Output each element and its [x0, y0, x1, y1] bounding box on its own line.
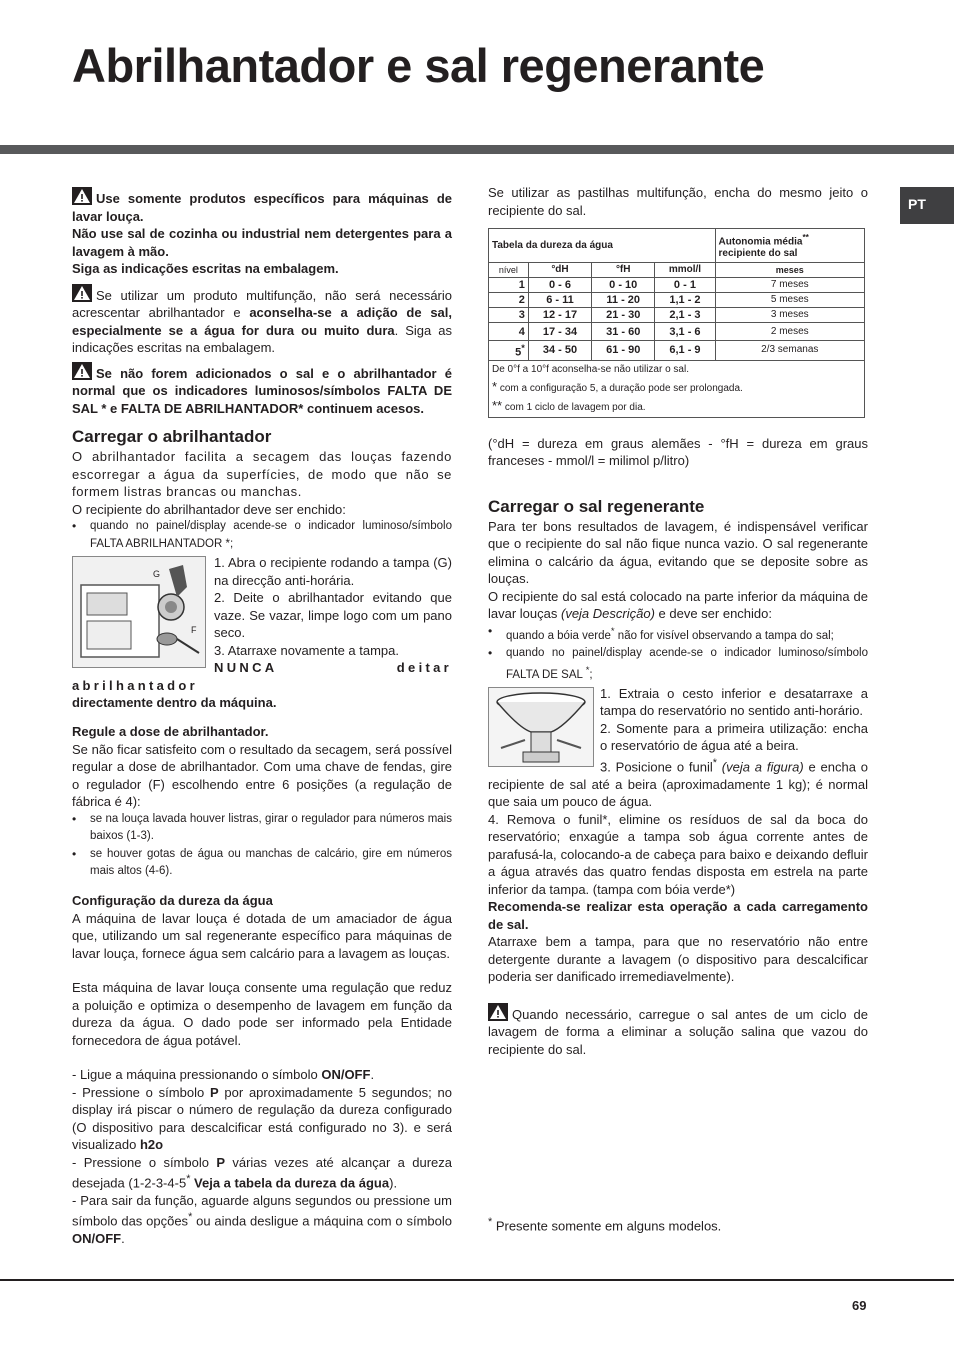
footnote-star: * [488, 1216, 493, 1228]
rinse-step-3: 3. Atarraxe novamente a tampa. [214, 642, 399, 658]
table-notes [489, 360, 865, 417]
table-cell: 7 meses [715, 278, 864, 293]
table-cell: 12 - 17 [528, 308, 591, 323]
hardness-step-1 [72, 1066, 452, 1084]
table-cell: 4 [489, 323, 529, 341]
footnote-star: * [186, 1173, 191, 1185]
table-cell: 2 [489, 293, 529, 308]
p-symbol-label: P [216, 1154, 225, 1170]
table-cell: 1,1 - 2 [655, 293, 715, 308]
list-item: • se houver gotas de água ou manchas de calcário, gire em números mais altos (4-6). [72, 846, 452, 881]
never-warning: NUNCA deitar abrilhantador [72, 660, 452, 693]
subheading-dose: Regule a dose de abrilhantador. [72, 723, 269, 739]
step-text: ). [389, 1175, 398, 1191]
table-row [489, 323, 865, 341]
footer-rule [0, 1279, 954, 1281]
list-item: • quando no painel/display acende-se o indicador luminoso/símbolo FALTA ABRILHANTADOR *; [72, 518, 452, 553]
reference-text: (veja a figura) [716, 759, 804, 775]
li-text: quando a bóia verde [506, 629, 611, 642]
hardness-step-4 [72, 1192, 452, 1248]
table-cell: 5 meses [715, 293, 864, 308]
dose-paragraph: Se não ficar satisfeito com o resultado da secagem, será possível regular a dose de abrilhantador. Com uma chave de fendas, gire o regulador (F) escolhendo entre 6 posições (a regulação de fábrica é 4): [72, 741, 452, 809]
table-cell: 61 - 90 [592, 341, 655, 361]
warning-text: Se não forem adicionados o sal e o abrilhantador é normal que os indicadores luminosos/símbolos FALTA DE SAL * e FALTA DE ABRILHANTADOR* continuem acesos. [72, 365, 452, 416]
step-text: - Para sair da função, aguarde alguns segundos ou pressione um símbolo das opções [72, 1192, 452, 1229]
table-cell: 3 [489, 308, 529, 323]
table-cell: 17 - 34 [528, 323, 591, 341]
step-text: . [370, 1067, 375, 1082]
list-item [488, 645, 868, 685]
table-cell: 6 - 11 [528, 293, 591, 308]
table-cell: 0 - 1 [655, 278, 715, 293]
footnote-star: * [521, 343, 525, 353]
table-row [489, 293, 865, 308]
step-text: várias vezes até alcançar a dureza desejada (1-2-3-4-5 [72, 1154, 452, 1191]
salt-step-2: 2. Somente para a primeira utilização: encha o reservatório de água até a beira. [600, 720, 868, 754]
step-text: 3. Posicione o funil [600, 759, 713, 775]
autonomy-label: Autonomia média [718, 236, 803, 248]
display-code: h2o [139, 1137, 164, 1152]
step-text: e encha o recipiente de sal até a beira (aproximadamente 1 kg); é normal que saia um pouco de água. [488, 759, 869, 810]
warning-text: . Siga as indicações escritas na embalagem. [72, 322, 452, 355]
list-item: • se na louça lavada houver listras, girar o regulador para números mais baixos (1-3). [72, 811, 452, 846]
table-header: °dH [528, 263, 591, 278]
table-cell: 3,1 - 6 [655, 323, 715, 341]
footnote-star: ** [492, 397, 503, 413]
rinse-paragraph-2: O recipiente do abrilhantador deve ser enchido: [72, 501, 346, 517]
warning-icon [72, 187, 92, 205]
warning-icon [72, 284, 92, 302]
step-text: . [121, 1231, 125, 1247]
rinse-list [72, 518, 452, 553]
footnote-star: * [610, 625, 615, 637]
salt-paragraph-2 [488, 588, 868, 623]
p-symbol-label: P [209, 1084, 219, 1100]
onoff-symbol-label: ON/OFF [72, 1231, 122, 1247]
footnote-text: Presente somente em alguns modelos. [492, 1218, 722, 1234]
li-text: não for visível observando a tampa do sal; [614, 629, 834, 642]
table-header: meses [715, 263, 864, 278]
footnote-star: * [492, 378, 498, 394]
para-text: O recipiente do sal está colocado na parte inferior da máquina de lavar louças [488, 588, 868, 622]
table-cell: 31 - 60 [592, 323, 655, 341]
page-title: Abrilhantador e sal regenerante [72, 39, 765, 92]
warning-block-3 [72, 362, 452, 418]
table-cell: 3 meses [715, 308, 864, 323]
salt-paragraph-1: Para ter bons resultados de lavagem, é indispensável verificar que o recipiente do sal não fique nunca vazio. O sal regenerante elimina o calcário da água, evitando que se deposite sobre as louças. [488, 518, 868, 587]
step-text: ou ainda desligue a máquina com o símbolo [192, 1213, 453, 1229]
table-row [489, 308, 865, 323]
list-item [488, 623, 868, 645]
rinse-step-2: 2. Deite o abrilhantador evitando que vaze. Se vazar, limpe logo com um pano seco. [214, 590, 452, 640]
li-text: ; [589, 669, 593, 682]
table-cell: 0 - 10 [592, 278, 655, 293]
table-autonomy-header [715, 229, 864, 263]
warning-block-2 [72, 284, 452, 357]
language-tab: PT [900, 187, 954, 224]
table-cell: 2,1 - 3 [655, 308, 715, 323]
step-text: - Ligue a máquina pressionando o símbolo [72, 1067, 322, 1082]
para-text: e deve ser enchido: [654, 606, 772, 622]
salt-list [488, 623, 868, 685]
svg-text:F: F [191, 625, 197, 635]
rinse-paragraph-1: O abrilhantador facilita a secagem das louças fazendo escorregar a água da superfícies, de modo que não se formem listras brancas ou manchas. [72, 449, 452, 499]
warning-text: Se utilizar um produto multifunção, não será necessário acrescentar abrilhantador e [72, 287, 452, 320]
hardness-step-3 [72, 1154, 452, 1192]
level-value: 5 [515, 346, 522, 359]
hardness-paragraph-1: A máquina de lavar louça é dotada de um amaciador de água que, utilizando um sal regenerante específico para máquinas de lavar louça, fornece água sem calcário para a lavagem as louças. [72, 910, 452, 961]
table-cell [489, 341, 529, 361]
autonomy-label-2: recipiente do sal [718, 248, 798, 260]
header-rule [0, 145, 954, 154]
onoff-symbol-label: ON/OFF [321, 1067, 371, 1082]
step-text: - Pressione o símbolo [72, 1084, 210, 1100]
section-heading-salt: Carregar o sal regenerante [488, 496, 705, 516]
footnote-star: * [188, 1211, 193, 1224]
water-hardness-table [488, 228, 865, 418]
dose-list [72, 811, 452, 881]
rinse-aid-dispenser-illustration [72, 556, 206, 668]
warning-text: Quando necessário, carregue o sal antes de um ciclo de lavagem de forma a eliminar a solução salina que vazou do recipiente do sal. [488, 1006, 868, 1057]
hardness-paragraph-2: Esta máquina de lavar louça consente uma regulação que reduz a poluição e optimiza o desempenho de lavagem em função da dureza da água. O dado pode ser informado pela Entidade fornecedora de água potável. [72, 980, 452, 1048]
salt-step-1: 1. Extraia o cesto inferior e desatarraxe a tampa do reservatório no sentido anti-horário. [600, 685, 868, 719]
salt-step-4: 4. Remova o funil*, elimine os resíduos de sal da boca do reservatório; enxagúe a tampa sob água corrente antes de parafusá-la, colocando-a de cabeça para baixo e deixando defluir a água através das quatro fendas disposta em estrela na parte inferior da tampa. (tampa com bóia verde*) [488, 811, 868, 897]
warning-text-1: Use somente produtos específicos para máquinas de lavar louça. [72, 191, 452, 224]
note-text: com a configuração 5, a duração pode ser prolongada. [497, 382, 743, 394]
table-note [492, 399, 861, 414]
table-cell: 21 - 30 [592, 308, 655, 323]
footnote [488, 1216, 721, 1233]
footnote-star: * [585, 665, 590, 677]
table-row [489, 278, 865, 293]
table-note: De 0°f a 10°f aconselha-se não utilizar o sal. [492, 363, 689, 375]
table-cell: 2 meses [715, 323, 864, 341]
table-cell: 6,1 - 9 [655, 341, 715, 361]
reference-text: (veja Descrição) [560, 606, 655, 622]
step-text: - Pressione o símbolo [72, 1154, 217, 1170]
table-note [492, 380, 861, 395]
rinse-steps [72, 554, 452, 694]
right-column [488, 184, 868, 1058]
warning-block-salt [488, 1003, 868, 1059]
section-heading-rinse-aid: Carregar o abrilhantador [72, 427, 272, 446]
left-column [72, 187, 452, 1248]
warning-icon [72, 362, 92, 380]
table-cell: 2/3 semanas [715, 341, 864, 361]
hardness-step-2 [72, 1084, 452, 1154]
table-cell: 1 [489, 278, 529, 293]
table-header: °fH [592, 263, 655, 278]
li-text: quando no painel/display acende-se o indicador luminoso/símbolo FALTA DE SAL [506, 646, 868, 682]
warning-emphasis: aconselha-se a adição de sal, especialmente se a água for dura ou muito dura [72, 305, 453, 338]
table-header: mmol/l [655, 263, 715, 278]
footnote-star: ** [802, 231, 809, 242]
table-cell: 34 - 50 [528, 341, 591, 361]
table-reference: Veja a tabela da dureza da água [190, 1175, 390, 1191]
table-notes-row [489, 360, 865, 417]
recommendation: Recomenda-se realizar esta operação a cada carregamento de sal. [488, 899, 868, 932]
salt-steps [488, 685, 868, 811]
never-warning-continued: directamente dentro da máquina. [72, 695, 277, 710]
units-note: (°dH = dureza em graus alemães - °fH = dureza em graus franceses - mmol/l = milimol p/litro) [488, 435, 868, 469]
table-row [489, 341, 865, 361]
note-text: com 1 ciclo de lavagem por dia. [502, 401, 646, 413]
page-number: 69 [852, 1298, 867, 1313]
warning-text-2: Não use sal de cozinha ou industrial nem detergentes para a lavagem à mão. [72, 226, 452, 259]
warning-block-1 [72, 187, 452, 278]
svg-text:G: G [153, 569, 161, 579]
table-cell: 0 - 6 [528, 278, 591, 293]
salt-paragraph-3: Atarraxe bem a tampa, para que no reservatório não entre detergente durante a lavagem (o dispositivo para descalcificar poderia ser danificado irremediavelmente). [488, 934, 868, 985]
table-title: Tabela da dureza da água [489, 229, 716, 263]
intro-paragraph: Se utilizar as pastilhas multifunção, encha do mesmo jeito o recipiente do sal. [488, 185, 868, 218]
warning-icon [488, 1003, 508, 1021]
table-header: nível [489, 263, 529, 278]
subheading-hardness: Configuração da dureza da água [72, 892, 273, 908]
table-cell: 11 - 20 [592, 293, 655, 308]
step-text: por aproximadamente 5 segundos; no display irá piscar o número de regulação da dureza configurado (O dispositivo para descalcificar está configurado no 3). e será visualizado [72, 1084, 452, 1152]
warning-text-3: Siga as indicações escritas na embalagem. [72, 261, 339, 276]
footnote-star: * [712, 756, 717, 769]
rinse-step-1: 1. Abra o recipiente rodando a tampa (G) na direcção anti-horária. [214, 555, 452, 588]
salt-funnel-illustration [488, 687, 594, 767]
